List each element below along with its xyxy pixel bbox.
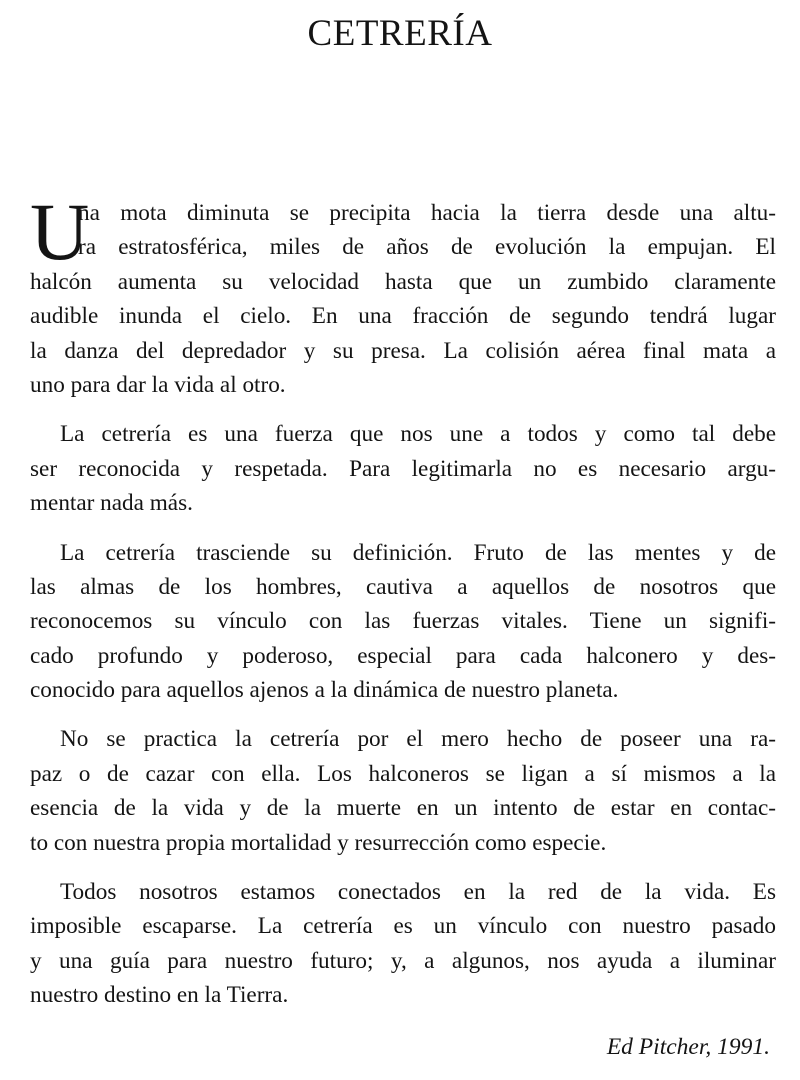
text-line: ra estratosférica, miles de años de evolución la empujan. El [78,234,776,261]
drop-cap: U [30,186,90,277]
text-line: uno para dar la vida al otro. [30,371,286,398]
text-line: No se practica la cetrería por el mero hecho de poseer una ra- [60,726,776,753]
text-line: reconocemos su vínculo con las fuerzas vitales. Tiene un signifi- [30,608,776,635]
text-line: paz o de cazar con ella. Los halconeros se ligan a sí mismos a la [30,760,776,787]
text-line: nuestro destino en la Tierra. [30,982,289,1009]
text-line: mentar nada más. [30,490,193,517]
text-line: La cetrería es una fuerza que nos une a todos y como tal debe [60,421,776,448]
paragraph-1 [30,186,776,402]
paragraph-4 [30,722,776,860]
body-text [30,186,776,1013]
text-line: audible inunda el cielo. En una fracción de segundo tendrá lugar [30,303,776,330]
text-line: conocido para aquellos ajenos a la dinámica de nuestro planeta. [30,677,619,704]
text-line: na mota diminuta se precipita hacia la tierra desde una altu- [78,200,776,226]
text-line: ser reconocida y respetada. Para legitimarla no es necesario argu- [30,455,776,482]
text-line: La cetrería trasciende su definición. Fruto de las mentes y de [60,539,776,566]
paragraph-3 [30,536,776,708]
text-line: halcón aumenta su velocidad hasta que un zumbido claramente [30,268,776,295]
text-line: las almas de los hombres, cautiva a aquellos de nosotros que [30,573,776,600]
text-line: esencia de la vida y de la muerte en un intento de estar en contac- [30,795,776,822]
page-title: CETRERÍA [307,13,493,54]
text-line: Todos nosotros estamos conectados en la red de la vida. Es [60,879,776,906]
text-line: imposible escaparse. La cetrería es un vínculo con nuestro pasado [30,913,776,940]
paragraph-5 [30,875,776,1013]
text-line: to con nuestra propia mortalidad y resurrección como especie. [30,829,607,856]
text-line: y una guía para nuestro futuro; y, a algunos, nos ayuda a iluminar [30,947,776,974]
text-line: la danza del depredador y su presa. La colisión aérea final mata a [30,337,776,364]
paragraph-2 [30,417,776,520]
signature: Ed Pitcher, 1991. [606,1034,770,1060]
text-line: cado profundo y poderoso, especial para cada halconero y des- [30,642,776,669]
